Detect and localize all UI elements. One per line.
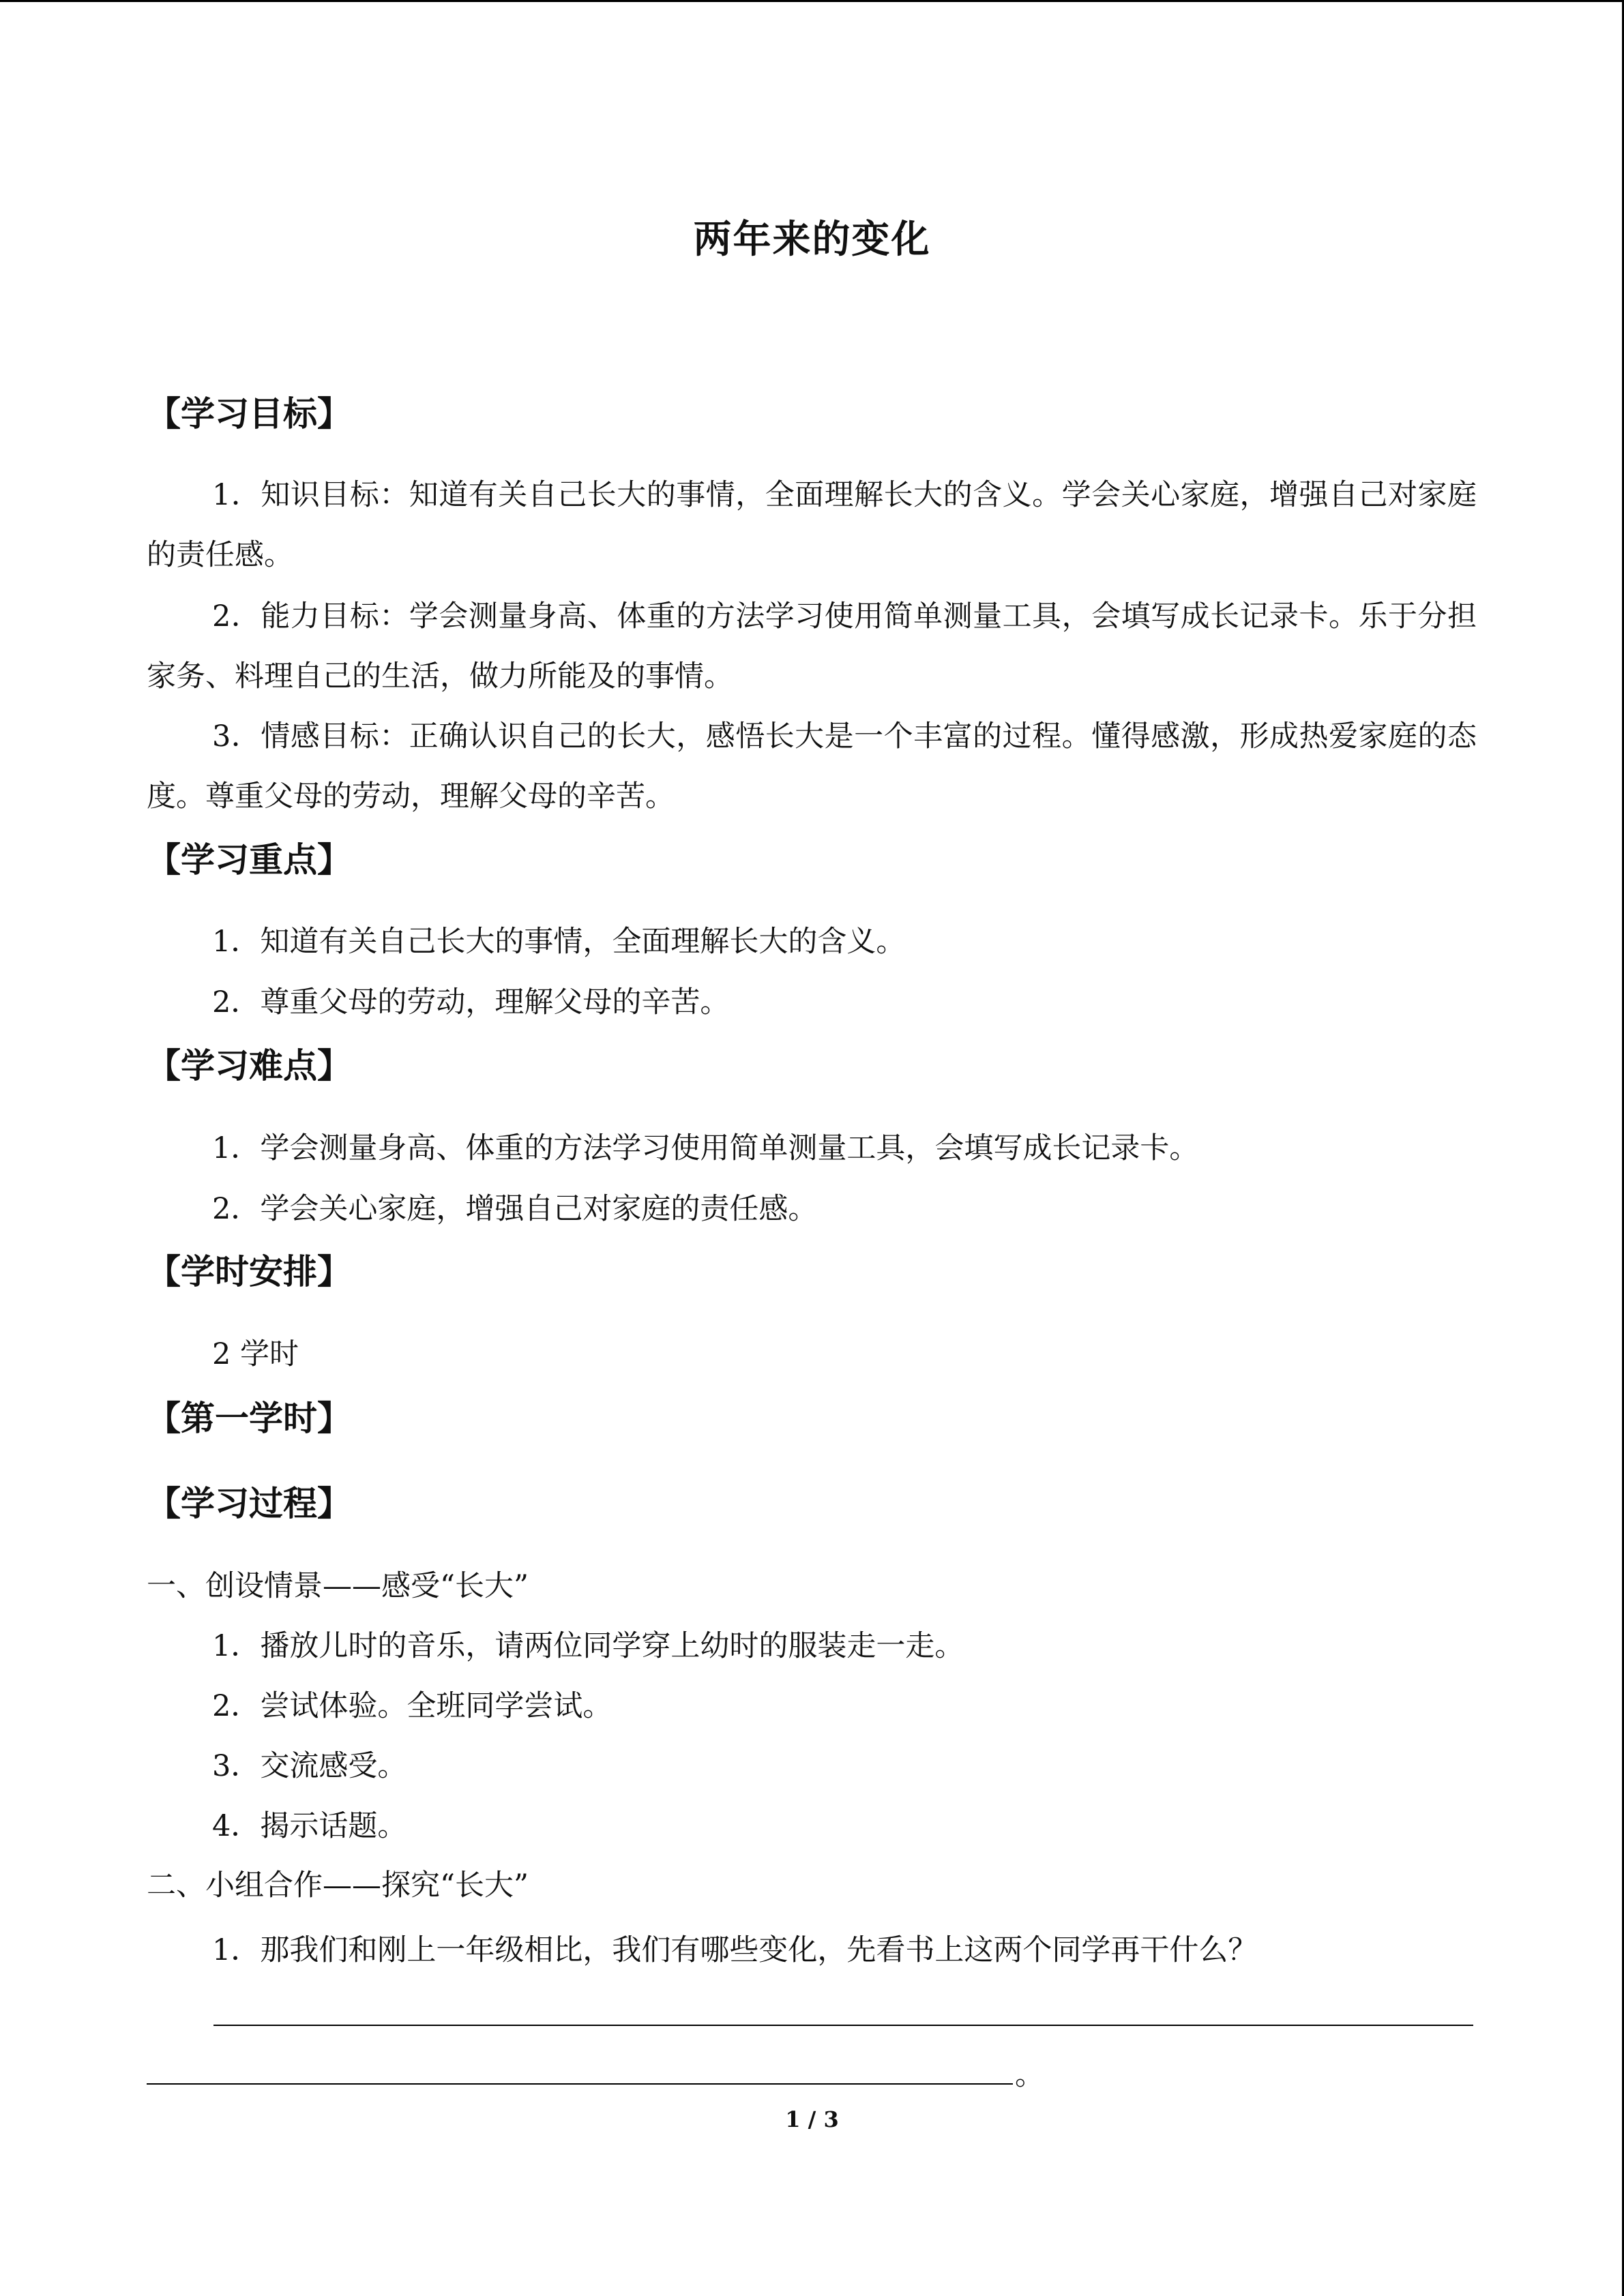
difficulties-heading: 【学习难点】 bbox=[147, 1046, 351, 1086]
process-part1-item: 1．播放儿时的音乐，请两位同学穿上幼时的服装走一走。 bbox=[212, 1629, 964, 1663]
objectives-heading: 【学习目标】 bbox=[147, 394, 351, 434]
key-point-item: 2．尊重父母的劳动，理解父母的辛苦。 bbox=[212, 985, 730, 1019]
process-part1-item: 4．揭示话题。 bbox=[212, 1809, 407, 1843]
process-part1-item: 3．交流感受。 bbox=[212, 1749, 407, 1783]
key-points-heading: 【学习重点】 bbox=[147, 840, 351, 880]
difficulty-item: 2．学会关心家庭，增强自己对家庭的责任感。 bbox=[212, 1192, 818, 1226]
process-part1-title: 一、创设情景——感受“长大” bbox=[147, 1569, 529, 1603]
key-point-item: 1．知道有关自己长大的事情，全面理解长大的含义。 bbox=[212, 925, 906, 959]
document-title: 两年来的变化 bbox=[693, 218, 931, 262]
process-heading: 【学习过程】 bbox=[147, 1484, 351, 1523]
page-number: 1 / 3 bbox=[785, 2106, 839, 2132]
process-part2-question: 1．那我们和刚上一年级相比，我们有哪些变化，先看书上这两个同学再干什么？ bbox=[212, 1933, 1258, 1967]
objective-emotion: 3．情感目标：正确认识自己的长大，感悟长大是一个丰富的过程。懂得感激，形成热爱家庭的态度。尊重父母的劳动，理解父母的辛苦。 bbox=[147, 719, 1477, 814]
answer-blank-period: 。 bbox=[1015, 2058, 1044, 2092]
first-period-heading: 【第一学时】 bbox=[147, 1399, 351, 1438]
objective-knowledge: 1．知识目标：知道有关自己长大的事情，全面理解长大的含义。学会关心家庭，增强自己对家庭的责任感。 bbox=[147, 478, 1477, 572]
difficulty-item: 1．学会测量身高、体重的方法学习使用简单测量工具，会填写成长记录卡。 bbox=[212, 1131, 1199, 1165]
answer-blank-line bbox=[147, 2083, 1013, 2085]
schedule-heading: 【学时安排】 bbox=[147, 1252, 351, 1292]
schedule-text: 2 学时 bbox=[212, 1337, 299, 1371]
objective-ability: 2．能力目标：学会测量身高、体重的方法学习使用简单测量工具，会填写成长记录卡。乐于分担家务、料理自己的生活，做力所能及的事情。 bbox=[147, 599, 1477, 694]
process-part2-title: 二、小组合作——探究“长大” bbox=[147, 1868, 529, 1903]
process-part1-item: 2．尝试体验。全班同学尝试。 bbox=[212, 1689, 612, 1723]
answer-blank-line bbox=[213, 2025, 1473, 2026]
